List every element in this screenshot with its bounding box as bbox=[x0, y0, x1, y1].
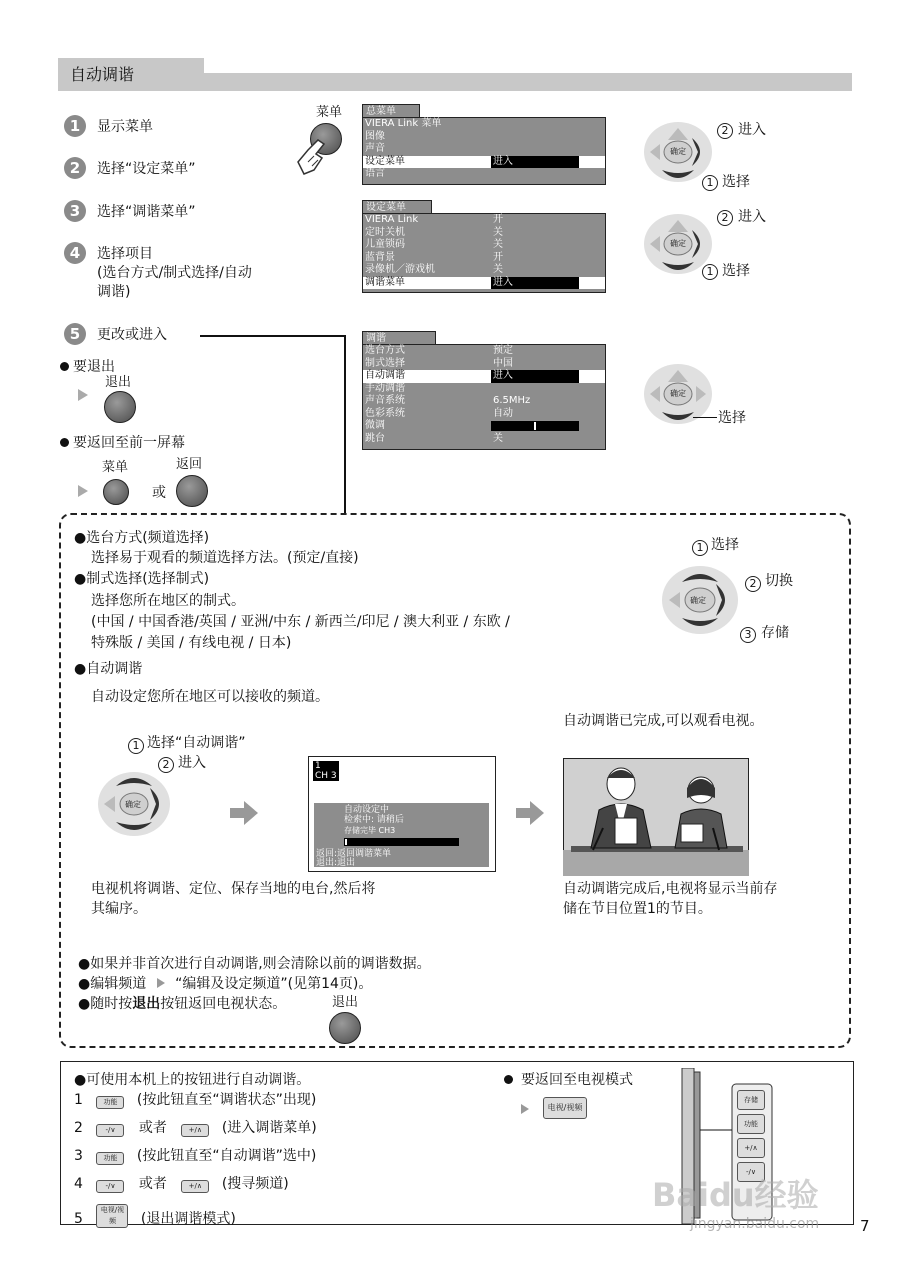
dpad-select-label: 选择 bbox=[718, 410, 746, 426]
step-4-sub2: 调谐) bbox=[97, 284, 131, 300]
menu-row[interactable] bbox=[363, 345, 605, 358]
menu-row[interactable] bbox=[363, 358, 605, 371]
menu-row-value: 自动 bbox=[493, 407, 513, 419]
menu-row-value: 6.5MHz bbox=[493, 395, 531, 406]
note-1: ●如果并非首次进行自动调谐,则会清除以前的调谐数据。 bbox=[78, 956, 431, 972]
menu-row-label: 选台方式 bbox=[365, 345, 405, 356]
menu-row-label: 跳台 bbox=[365, 432, 385, 444]
exit-button[interactable] bbox=[104, 391, 136, 423]
circle-number-2: 2 bbox=[158, 757, 174, 773]
scan-screen bbox=[308, 756, 496, 872]
menu-row-value: 进入 bbox=[491, 370, 579, 383]
pressing-hand-icon bbox=[296, 128, 336, 178]
exit-bullet-text: 要退出 bbox=[73, 359, 115, 375]
menu-row-label: 语言 bbox=[365, 168, 385, 179]
program-indicator bbox=[313, 761, 339, 781]
dpad-enter-label: 进入 bbox=[738, 209, 766, 225]
menu-row-label: 儿童锁码 bbox=[365, 239, 405, 250]
tv-news-illustration bbox=[563, 758, 749, 876]
panel-store-button[interactable]: 存储 bbox=[737, 1090, 765, 1110]
item2-title: ●制式选择(选择制式) bbox=[74, 571, 210, 587]
item2-desc: 选择您所在地区的制式。 bbox=[91, 593, 245, 609]
connector-line bbox=[200, 335, 346, 337]
dpad-center-label: 确定 bbox=[690, 596, 706, 605]
step-3-text: 选择“调谐菜单” bbox=[97, 204, 196, 220]
plus-key-icon[interactable]: +/∧ bbox=[181, 1180, 209, 1193]
complete-text: 自动调谐已完成,可以观看电视。 bbox=[563, 713, 764, 729]
done-text-2: 储在节目位置1的节目。 bbox=[563, 901, 712, 917]
step-1-number: 1 bbox=[64, 115, 86, 137]
menu-row[interactable] bbox=[363, 227, 605, 240]
arrow-right-icon bbox=[157, 978, 165, 988]
circle-number-3: 3 bbox=[740, 627, 756, 643]
scan-line-2: 检索中: 请稍后 bbox=[344, 815, 404, 825]
item3-desc: 自动设定您所在地区可以接收的频道。 bbox=[91, 689, 329, 705]
bottom-row-1 bbox=[74, 1091, 316, 1109]
circle-number-1: 1 bbox=[128, 738, 144, 754]
minus-key-icon[interactable]: -/∨ bbox=[96, 1180, 124, 1193]
scan-dialog bbox=[314, 803, 489, 867]
menu-row[interactable] bbox=[363, 143, 605, 156]
row-number: 1 bbox=[74, 1092, 83, 1108]
return-tv-title-text: 要返回至电视模式 bbox=[521, 1072, 633, 1088]
back-bullet-text: 要返回至前一屏幕 bbox=[73, 435, 185, 451]
or-text: 或者 bbox=[138, 1176, 167, 1192]
row-text: (搜寻频道) bbox=[221, 1176, 289, 1192]
circle-number-1: 1 bbox=[692, 540, 708, 556]
bottom-intro: ●可使用本机上的按钮进行自动调谐。 bbox=[74, 1072, 311, 1088]
item1-desc: 选择易于观看的频道选择方法。(预定/直接) bbox=[91, 550, 359, 566]
or-text: 或者 bbox=[138, 1120, 167, 1136]
menu-row-value: 关 bbox=[493, 432, 503, 444]
return-button[interactable] bbox=[176, 475, 208, 507]
setup-menu bbox=[362, 213, 606, 293]
menu-row-label: 微调 bbox=[365, 420, 385, 431]
menu-row-selected[interactable] bbox=[363, 277, 605, 290]
bottom-row-5 bbox=[74, 1204, 236, 1228]
page-number: 7 bbox=[860, 1217, 870, 1235]
menu-row-label: VIERA Link 菜单 bbox=[365, 118, 442, 129]
step-5-number: 5 bbox=[64, 323, 86, 345]
menu-row-label: 自动调谐 bbox=[365, 370, 405, 381]
menu-row-value: 进入 bbox=[491, 156, 579, 169]
scan-progress-fill bbox=[345, 839, 347, 845]
dpad-select-label: 选择 bbox=[722, 174, 750, 190]
exit-button-label: 退出 bbox=[105, 375, 132, 390]
back-menu-label: 菜单 bbox=[102, 460, 129, 475]
dpad-store-label: 存储 bbox=[761, 625, 789, 641]
menu-row[interactable] bbox=[363, 383, 605, 396]
menu-row[interactable] bbox=[363, 214, 605, 227]
menu-row[interactable] bbox=[363, 395, 605, 408]
bullet-icon bbox=[504, 1075, 513, 1084]
menu-row[interactable] bbox=[363, 131, 605, 144]
row-number: 5 bbox=[74, 1211, 83, 1227]
dpad-switch-label: 切换 bbox=[765, 573, 793, 589]
menu-row[interactable] bbox=[363, 118, 605, 131]
dpad-center-label: 确定 bbox=[670, 147, 686, 156]
note-3-exit: 退出 bbox=[132, 996, 161, 1012]
circle-number-2: 2 bbox=[717, 210, 733, 226]
item1-title: ●选台方式(频道选择) bbox=[74, 530, 210, 546]
menu-row[interactable] bbox=[363, 239, 605, 252]
circle-number-2: 2 bbox=[745, 576, 761, 592]
note-2 bbox=[78, 975, 372, 993]
menu-row-label: VIERA Link bbox=[365, 214, 419, 225]
setup-menu-tab: 设定菜单 bbox=[362, 200, 432, 214]
menu-row-label: 声音系统 bbox=[365, 395, 405, 406]
scan-line-5: 退出:退出 bbox=[316, 858, 356, 868]
row-number: 2 bbox=[74, 1120, 83, 1136]
function-key-icon[interactable]: 功能 bbox=[96, 1096, 124, 1109]
menu-row-label: 定时关机 bbox=[365, 226, 405, 238]
fine-tune-marker bbox=[534, 422, 536, 430]
menu-row[interactable] bbox=[363, 408, 605, 421]
menu-button-label: 菜单 bbox=[316, 105, 343, 120]
menu-row-selected[interactable] bbox=[363, 156, 605, 169]
step-enter: 进入 bbox=[178, 755, 206, 771]
section-title: 自动调谐 bbox=[70, 65, 135, 84]
menu-row-value: 中国 bbox=[493, 357, 513, 369]
menu-row-value: 开 bbox=[493, 251, 503, 263]
item2-list2: 特殊版 / 美国 / 有线电视 / 日本) bbox=[91, 635, 292, 651]
menu-row-label: 调谐菜单 bbox=[365, 276, 405, 288]
row-text: (退出调谐模式) bbox=[140, 1211, 236, 1227]
step-1-text: 显示菜单 bbox=[97, 119, 153, 135]
menu-row[interactable] bbox=[363, 264, 605, 277]
step-4-sub1: (选台方式/制式选择/自动 bbox=[97, 265, 252, 281]
menu-row-label: 手动调谐 bbox=[365, 382, 405, 394]
bottom-row-3 bbox=[74, 1147, 316, 1165]
tuning-menu bbox=[362, 344, 606, 450]
step-2-text: 选择“设定菜单” bbox=[97, 161, 196, 177]
arrow-right-icon bbox=[516, 801, 544, 825]
menu-row[interactable] bbox=[363, 420, 605, 433]
menu-row-value: 进入 bbox=[491, 277, 579, 290]
circle-number-1: 1 bbox=[702, 175, 718, 191]
menu-row-label: 图像 bbox=[365, 130, 385, 142]
circle-number-1: 1 bbox=[702, 264, 718, 280]
menu-row-label: 制式选择 bbox=[365, 357, 405, 369]
row-number: 4 bbox=[74, 1176, 83, 1192]
tv-av-key-icon[interactable]: 电视/视频 bbox=[543, 1097, 587, 1119]
bottom-row-4 bbox=[74, 1175, 289, 1193]
program-number: 1 bbox=[315, 761, 321, 771]
back-bullet bbox=[60, 434, 185, 452]
connector-line-vertical bbox=[344, 335, 346, 515]
step-3-number: 3 bbox=[64, 200, 86, 222]
row-text: (进入调谐菜单) bbox=[221, 1120, 317, 1136]
return-tv-title bbox=[504, 1071, 633, 1089]
note-3 bbox=[78, 995, 286, 1013]
menu-row-value: 关 bbox=[493, 226, 503, 238]
row-number: 3 bbox=[74, 1148, 83, 1164]
note-3-text: 按钮返回电视状态。 bbox=[160, 996, 287, 1012]
arrow-right-icon bbox=[78, 389, 88, 401]
exit-label-note: 退出 bbox=[332, 995, 359, 1010]
done-text-1: 自动调谐完成后,电视将显示当前存 bbox=[563, 881, 778, 897]
scan-line-3: 存储完毕 CH3 bbox=[344, 826, 396, 835]
scan-line-1: 自动设定中 bbox=[344, 805, 390, 815]
exit-bullet bbox=[60, 358, 115, 376]
panel-function-button[interactable]: 功能 bbox=[737, 1114, 765, 1134]
minus-key-icon[interactable]: -/∨ bbox=[96, 1124, 124, 1137]
dpad-center-label: 确定 bbox=[125, 800, 141, 809]
plus-key-icon[interactable]: +/∧ bbox=[181, 1124, 209, 1137]
scan-progress-bar bbox=[344, 838, 459, 846]
step-2-number: 2 bbox=[64, 157, 86, 179]
row-text: (按此钮直至“调谐状态”出现) bbox=[136, 1092, 317, 1108]
menu-row-value: 关 bbox=[493, 264, 503, 275]
menu-row-value: 开 bbox=[493, 214, 503, 225]
menu-row-label: 设定菜单 bbox=[365, 155, 405, 167]
menu-row-label: 蓝背景 bbox=[365, 251, 395, 263]
menu-row-label: 色彩系统 bbox=[365, 407, 405, 419]
tv-text-1: 电视机将调谐、定位、保存当地的电台,然后将 bbox=[91, 881, 376, 897]
exit-button[interactable] bbox=[329, 1012, 361, 1044]
arrow-right-icon bbox=[521, 1104, 529, 1114]
bullet-icon bbox=[60, 362, 69, 371]
menu-row-label: 录像机／游戏机 bbox=[365, 264, 435, 275]
fine-tune-bar[interactable] bbox=[491, 421, 579, 431]
select-pointer-line bbox=[693, 417, 717, 418]
tuning-menu-tab: 调谐 bbox=[362, 331, 436, 345]
dpad-select-label: 选择 bbox=[722, 263, 750, 279]
tv-text-2: 其编序。 bbox=[91, 901, 147, 917]
item3-title: ●自动调谐 bbox=[74, 661, 143, 677]
channel-number: CH 3 bbox=[315, 771, 337, 781]
step-select-auto: 选择“自动调谐” bbox=[147, 735, 246, 751]
main-menu bbox=[362, 117, 606, 185]
note-2-prefix: ●编辑频道 bbox=[78, 976, 147, 992]
note-2-text: “编辑及设定频道”(见第14页)。 bbox=[175, 976, 373, 992]
tv-av-key-icon[interactable]: 电视/视频 bbox=[96, 1204, 128, 1228]
row-text: (按此钮直至“自动调谐”选中) bbox=[136, 1148, 317, 1164]
menu-row-value: 预定 bbox=[493, 345, 513, 356]
item2-list1: (中国 / 中国香港/英国 / 亚洲/中东 / 新西兰/印尼 / 澳大利亚 / 东欧 / bbox=[91, 614, 510, 630]
menu-row[interactable] bbox=[363, 433, 605, 446]
main-menu-tab: 总菜单 bbox=[362, 104, 420, 118]
watermark-logo: Baidu经验 bbox=[652, 1176, 819, 1214]
step-4-number: 4 bbox=[64, 242, 86, 264]
or-text: 或 bbox=[152, 485, 166, 501]
scan-line-4: 返回:返回调谐菜单 bbox=[316, 849, 392, 859]
back-return-label: 返回 bbox=[176, 457, 203, 472]
step-5-text: 更改或进入 bbox=[97, 327, 167, 343]
menu-row-label: 声音 bbox=[365, 143, 385, 154]
bottom-row-2 bbox=[74, 1119, 317, 1137]
circle-number-2: 2 bbox=[717, 123, 733, 139]
menu-row-value: 关 bbox=[493, 239, 503, 250]
menu-button[interactable] bbox=[103, 479, 129, 505]
step-4-text: 选择项目 bbox=[97, 246, 153, 262]
arrow-right-icon bbox=[78, 485, 88, 497]
arrow-right-icon bbox=[230, 801, 258, 825]
dpad-center-label: 确定 bbox=[670, 239, 686, 248]
note-3-prefix: ●随时按 bbox=[78, 996, 133, 1012]
menu-row[interactable] bbox=[363, 168, 605, 181]
bullet-icon bbox=[60, 438, 69, 447]
menu-row-selected[interactable] bbox=[363, 370, 605, 383]
dpad-center-label: 确定 bbox=[670, 389, 686, 398]
dpad-select-label: 选择 bbox=[711, 537, 739, 553]
panel-plus-button[interactable]: +/∧ bbox=[737, 1138, 765, 1158]
watermark-url: jingyan.baidu.com bbox=[690, 1216, 820, 1232]
panel-minus-button[interactable]: -/∨ bbox=[737, 1162, 765, 1182]
menu-row[interactable] bbox=[363, 252, 605, 265]
function-key-icon[interactable]: 功能 bbox=[96, 1152, 124, 1165]
dpad-enter-label: 进入 bbox=[738, 122, 766, 138]
